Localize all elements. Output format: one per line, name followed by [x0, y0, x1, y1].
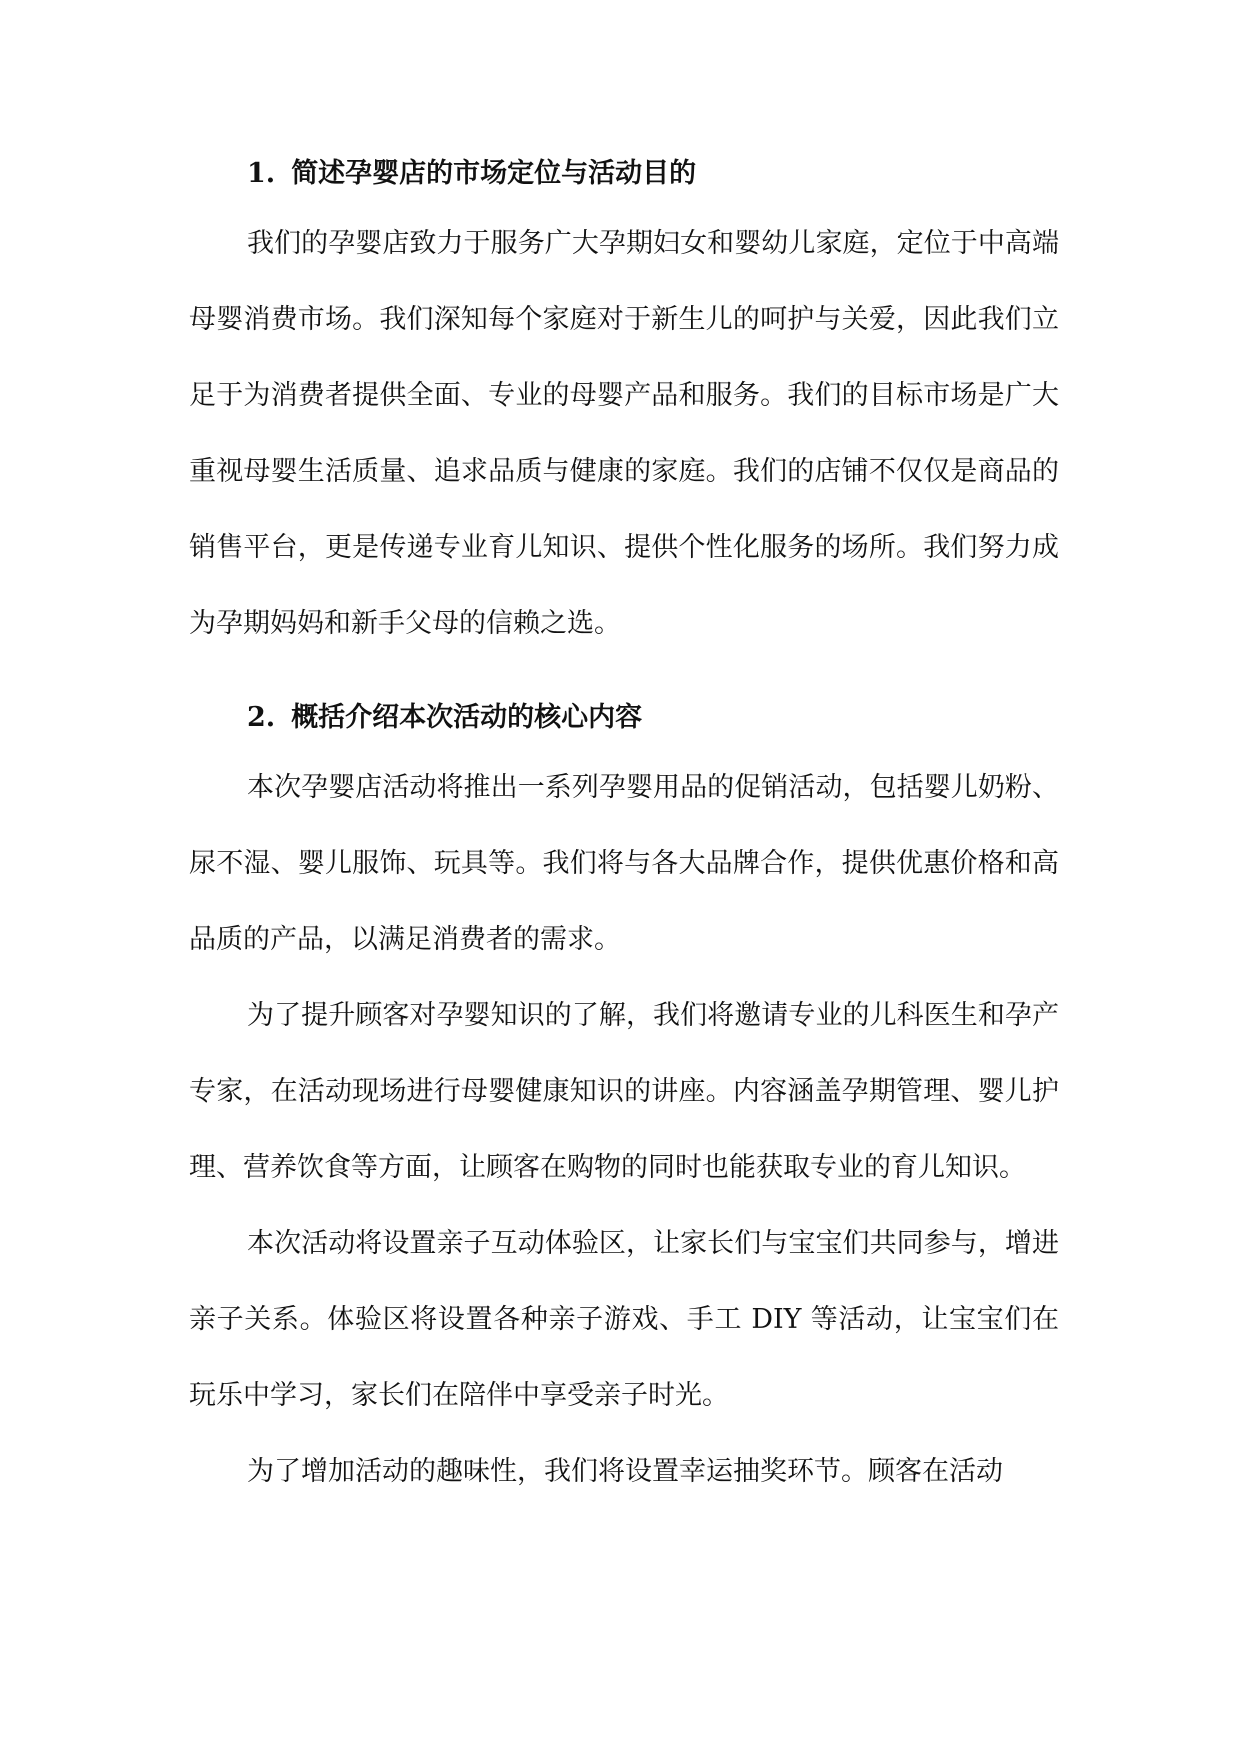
- paragraph: 我们的孕婴店致力于服务广大孕期妇女和婴幼儿家庭，定位于中高端母婴消费市场。我们深知每个家庭对于新生儿的呵护与关爱，因此我们立足于为消费者提供全面、专业的母婴产品和服务。我们的目标市场是广大重视母婴生活质量、追求品质与健康的家庭。我们的店铺不仅仅是商品的销售平台，更是传递专业育儿知识、提供个性化服务的场所。我们努力成为孕期妈妈和新手父母的信赖之选。: [189, 228, 1059, 639]
- section-2: [189, 686, 1059, 1510]
- section-gap: [189, 662, 1059, 686]
- paragraph: 为了增加活动的趣味性，我们将设置幸运抽奖环节。顾客在活动: [247, 1456, 1003, 1487]
- section-number: 1.: [247, 158, 276, 189]
- paragraph: 本次孕婴店活动将推出一系列孕婴用品的促销活动，包括婴儿奶粉、尿不湿、婴儿服饰、玩具等。我们将与各大品牌合作，提供优惠价格和高品质的产品，以满足消费者的需求。: [189, 772, 1059, 955]
- section-heading: [189, 142, 1059, 206]
- document-body: [189, 142, 1059, 1510]
- section-title: 概括介绍本次活动的核心内容: [291, 702, 643, 733]
- section-heading: [189, 686, 1059, 750]
- paragraph: 为了提升顾客对孕婴知识的了解，我们将邀请专业的儿科医生和孕产专家，在活动现场进行母婴健康知识的讲座。内容涵盖孕期管理、婴儿护理、营养饮食等方面，让顾客在购物的同时也能获取专业的育儿知识。: [189, 1000, 1059, 1183]
- section-1: [189, 142, 1059, 662]
- section-title: 简述孕婴店的市场定位与活动目的: [291, 158, 697, 189]
- section-number: 2.: [247, 702, 276, 733]
- paragraph: 本次活动将设置亲子互动体验区，让家长们与宝宝们共同参与，增进亲子关系。体验区将设置各种亲子游戏、手工 DIY 等活动，让宝宝们在玩乐中学习，家长们在陪伴中享受亲子时光。: [189, 1228, 1059, 1411]
